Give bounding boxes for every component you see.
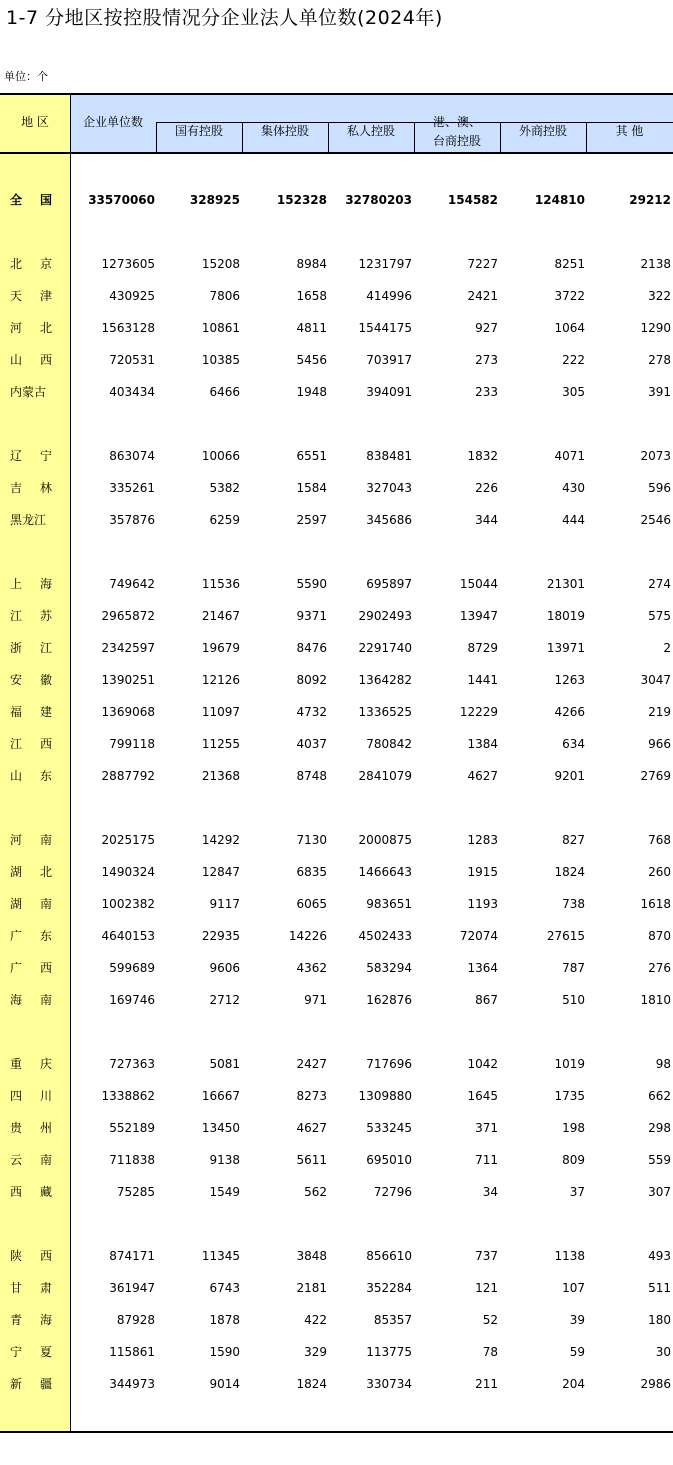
table-cell: 9117 [209, 897, 240, 911]
table-cell: 2712 [209, 993, 240, 1007]
table-cell: 1824 [296, 1377, 327, 1391]
table-cell: 583294 [366, 961, 412, 975]
table-cell: 596 [648, 481, 671, 495]
table-cell: 738 [562, 897, 585, 911]
table-cell: 27615 [546, 929, 585, 943]
region-name: 四 川 [10, 1089, 52, 1103]
table-cell: 2986 [640, 1377, 671, 1391]
table-cell: 52 [482, 1313, 498, 1327]
table-cell: 9371 [296, 609, 327, 623]
unit-label: 单位：个 [4, 70, 48, 83]
table-cell: 9138 [209, 1153, 240, 1167]
region-name: 贵 州 [10, 1121, 52, 1135]
table-cell: 6065 [296, 897, 327, 911]
table-cell: 737 [475, 1249, 498, 1263]
table-cell: 1364 [467, 961, 498, 975]
table-cell: 1002382 [101, 897, 155, 911]
table-cell: 352284 [366, 1281, 412, 1295]
table-cell: 799118 [109, 737, 155, 751]
table-cell: 327043 [366, 481, 412, 495]
region-name: 海 南 [10, 993, 52, 1007]
table-cell: 2138 [640, 257, 671, 271]
table-cell: 1590 [209, 1345, 240, 1359]
table-cell: 1563128 [101, 321, 155, 335]
table-cell: 18019 [546, 609, 585, 623]
table-cell: 12847 [201, 865, 240, 879]
table-cell: 8476 [296, 641, 327, 655]
table-cell: 2427 [296, 1057, 327, 1071]
table-cell: 9014 [209, 1377, 240, 1391]
table-cell: 37 [569, 1185, 585, 1199]
table-cell: 1019 [554, 1057, 585, 1071]
table-cell: 8748 [296, 769, 327, 783]
table-cell: 403434 [109, 385, 155, 399]
table-cell: 152328 [276, 193, 327, 207]
table-cell: 371 [475, 1121, 498, 1135]
table-cell: 115861 [109, 1345, 155, 1359]
table-cell: 1064 [554, 321, 585, 335]
table-cell: 634 [562, 737, 585, 751]
table-cell: 322 [648, 289, 671, 303]
table-cell: 780842 [366, 737, 412, 751]
region-name: 天 津 [10, 289, 52, 303]
region-name: 湖 南 [10, 897, 52, 911]
table-cell: 162876 [366, 993, 412, 1007]
table-cell: 493 [648, 1249, 671, 1263]
table-cell: 307 [648, 1185, 671, 1199]
table-cell: 72796 [373, 1185, 412, 1199]
header-foreign: 外商控股 [518, 124, 567, 138]
table-cell: 98 [655, 1057, 671, 1071]
table-cell: 1735 [554, 1089, 585, 1103]
table-cell: 1231797 [358, 257, 412, 271]
header-bottom-rule [0, 152, 673, 154]
table-cell: 13450 [201, 1121, 240, 1135]
table-cell: 278 [648, 353, 671, 367]
table-cell: 7806 [209, 289, 240, 303]
table-cell: 2 [663, 641, 671, 655]
table-cell: 14292 [201, 833, 240, 847]
table-cell: 21368 [201, 769, 240, 783]
table-cell: 233 [475, 385, 498, 399]
region-name: 青 海 [10, 1313, 52, 1327]
table-cell: 16667 [201, 1089, 240, 1103]
table-cell: 1658 [296, 289, 327, 303]
table-cell: 391 [648, 385, 671, 399]
region-name: 陕 西 [10, 1249, 52, 1263]
table-cell: 562 [304, 1185, 327, 1199]
region-name: 内 蒙 古 [10, 385, 47, 399]
table-cell: 21467 [201, 609, 240, 623]
region-name: 北 京 [10, 257, 52, 271]
table-cell: 78 [482, 1345, 498, 1359]
table-cell: 75285 [116, 1185, 155, 1199]
table-cell: 827 [562, 833, 585, 847]
table-top-rule [0, 93, 673, 95]
table-cell: 260 [648, 865, 671, 879]
table-cell: 1618 [640, 897, 671, 911]
table-cell: 4811 [296, 321, 327, 335]
table-cell: 7227 [467, 257, 498, 271]
table-cell: 2769 [640, 769, 671, 783]
header-total: 企业单位数 [82, 115, 143, 129]
table-cell: 6835 [296, 865, 327, 879]
region-name: 辽 宁 [10, 449, 52, 463]
table-cell: 1290 [640, 321, 671, 335]
table-cell: 329 [304, 1345, 327, 1359]
table-cell: 1490324 [101, 865, 155, 879]
table-cell: 15044 [459, 577, 498, 591]
table-cell: 32780203 [345, 193, 412, 207]
table-cell: 1042 [467, 1057, 498, 1071]
table-cell: 13971 [546, 641, 585, 655]
table-cell: 2421 [467, 289, 498, 303]
region-name: 吉 林 [10, 481, 52, 495]
region-name: 宁 夏 [10, 1345, 52, 1359]
table-cell: 10385 [201, 353, 240, 367]
table-cell: 2965872 [101, 609, 155, 623]
table-cell: 5382 [209, 481, 240, 495]
table-cell: 330734 [366, 1377, 412, 1391]
table-cell: 1369068 [101, 705, 155, 719]
table-cell: 711838 [109, 1153, 155, 1167]
table-cell: 180 [648, 1313, 671, 1327]
table-cell: 3848 [296, 1249, 327, 1263]
table-cell: 361947 [109, 1281, 155, 1295]
table-cell: 6743 [209, 1281, 240, 1295]
table-cell: 1824 [554, 865, 585, 879]
table-cell: 867 [475, 993, 498, 1007]
table-cell: 4362 [296, 961, 327, 975]
header-region: 地 区 [21, 115, 49, 129]
table-cell: 8092 [296, 673, 327, 687]
table-cell: 204 [562, 1377, 585, 1391]
table-cell: 2181 [296, 1281, 327, 1295]
table-cell: 870 [648, 929, 671, 943]
table-cell: 4071 [554, 449, 585, 463]
table-cell: 9606 [209, 961, 240, 975]
table-cell: 8729 [467, 641, 498, 655]
table-cell: 15208 [201, 257, 240, 271]
table-cell: 59 [569, 1345, 585, 1359]
table-cell: 422 [304, 1313, 327, 1327]
region-name: 黑 龙 江 [10, 513, 47, 527]
region-name: 广 东 [10, 929, 52, 943]
header-hkmt-line1: 港、澳、 [432, 115, 481, 129]
table-cell: 695897 [366, 577, 412, 591]
table-cell: 444 [562, 513, 585, 527]
table-cell: 4627 [467, 769, 498, 783]
table-cell: 5081 [209, 1057, 240, 1071]
table-cell: 10066 [201, 449, 240, 463]
table-cell: 121 [475, 1281, 498, 1295]
table-cell: 4627 [296, 1121, 327, 1135]
region-name: 广 西 [10, 961, 52, 975]
region-name: 江 苏 [10, 609, 52, 623]
table-cell: 927 [475, 321, 498, 335]
table-cell: 3047 [640, 673, 671, 687]
table-cell: 344 [475, 513, 498, 527]
header-other: 其 他 [615, 124, 644, 138]
table-cell: 874171 [109, 1249, 155, 1263]
table-cell: 5611 [296, 1153, 327, 1167]
table-cell: 2841079 [358, 769, 412, 783]
header-private: 私人控股 [346, 124, 395, 138]
region-name: 浙 江 [10, 641, 52, 655]
table-cell: 198 [562, 1121, 585, 1135]
table-cell: 6551 [296, 449, 327, 463]
table-cell: 226 [475, 481, 498, 495]
table-cell: 19679 [201, 641, 240, 655]
table-cell: 85357 [373, 1313, 412, 1327]
table-cell: 12126 [201, 673, 240, 687]
table-cell: 39 [569, 1313, 585, 1327]
table-cell: 1283 [467, 833, 498, 847]
table-cell: 1645 [467, 1089, 498, 1103]
table-cell: 971 [304, 993, 327, 1007]
table-cell: 11536 [201, 577, 240, 591]
table-cell: 22935 [201, 929, 240, 943]
table-cell: 559 [648, 1153, 671, 1167]
table-cell: 328925 [189, 193, 240, 207]
data-table [0, 93, 673, 1432]
table-cell: 552189 [109, 1121, 155, 1135]
table-cell: 87928 [116, 1313, 155, 1327]
table-cell: 430925 [109, 289, 155, 303]
table-cell: 1390251 [101, 673, 155, 687]
table-cell: 169746 [109, 993, 155, 1007]
table-cell: 787 [562, 961, 585, 975]
table-cell: 11097 [201, 705, 240, 719]
table-cell: 2546 [640, 513, 671, 527]
table-cell: 2073 [640, 449, 671, 463]
table-cell: 1263 [554, 673, 585, 687]
region-name: 江 西 [10, 737, 52, 751]
table-cell: 11255 [201, 737, 240, 751]
table-cell: 357876 [109, 513, 155, 527]
table-cell: 11345 [201, 1249, 240, 1263]
table-cell: 1273605 [101, 257, 155, 271]
table-cell: 5456 [296, 353, 327, 367]
table-cell: 727363 [109, 1057, 155, 1071]
table-cell: 711 [475, 1153, 498, 1167]
table-bottom-rule [0, 1431, 673, 1433]
table-cell: 856610 [366, 1249, 412, 1263]
table-cell: 298 [648, 1121, 671, 1135]
header-hkmt-line2: 台商控股 [432, 134, 481, 148]
table-cell: 1584 [296, 481, 327, 495]
table-cell: 703917 [366, 353, 412, 367]
table-cell: 124810 [534, 193, 585, 207]
table-cell: 2887792 [101, 769, 155, 783]
table-cell: 21301 [546, 577, 585, 591]
table-cell: 4732 [296, 705, 327, 719]
region-name: 云 南 [10, 1153, 52, 1167]
table-cell: 305 [562, 385, 585, 399]
region-name: 湖 北 [10, 865, 52, 879]
table-cell: 1336525 [358, 705, 412, 719]
header-collective: 集体控股 [260, 124, 309, 138]
region-name: 重 庆 [10, 1057, 52, 1071]
region-name: 上 海 [10, 577, 52, 591]
table-cell: 344973 [109, 1377, 155, 1391]
table-cell: 6259 [209, 513, 240, 527]
table-cell: 219 [648, 705, 671, 719]
table-cell: 1193 [467, 897, 498, 911]
table-cell: 7130 [296, 833, 327, 847]
region-name: 河 南 [10, 833, 52, 847]
table-cell: 30 [655, 1345, 671, 1359]
region-divider [70, 93, 71, 1432]
table-cell: 2342597 [101, 641, 155, 655]
region-name: 河 北 [10, 321, 52, 335]
table-cell: 211 [475, 1377, 498, 1391]
table-cell: 276 [648, 961, 671, 975]
table-cell: 8984 [296, 257, 327, 271]
table-cell: 335261 [109, 481, 155, 495]
region-name: 山 西 [10, 353, 52, 367]
table-cell: 1948 [296, 385, 327, 399]
table-cell: 1441 [467, 673, 498, 687]
table-cell: 599689 [109, 961, 155, 975]
table-cell: 29212 [629, 193, 671, 207]
table-cell: 575 [648, 609, 671, 623]
header-state: 国有控股 [174, 124, 223, 138]
table-cell: 34 [482, 1185, 498, 1199]
region-name: 山 东 [10, 769, 52, 783]
table-cell: 273 [475, 353, 498, 367]
table-cell: 33570060 [88, 193, 155, 207]
table-cell: 1832 [467, 449, 498, 463]
region-name: 西 藏 [10, 1185, 52, 1199]
table-cell: 72074 [459, 929, 498, 943]
table-cell: 113775 [366, 1345, 412, 1359]
table-cell: 2025175 [101, 833, 155, 847]
table-cell: 414996 [366, 289, 412, 303]
table-cell: 662 [648, 1089, 671, 1103]
table-cell: 695010 [366, 1153, 412, 1167]
table-cell: 511 [648, 1281, 671, 1295]
table-cell: 8273 [296, 1089, 327, 1103]
table-cell: 1544175 [358, 321, 412, 335]
table-cell: 1338862 [101, 1089, 155, 1103]
table-cell: 2000875 [358, 833, 412, 847]
table-cell: 10861 [201, 321, 240, 335]
table-cell: 1915 [467, 865, 498, 879]
table-cell: 1549 [209, 1185, 240, 1199]
table-cell: 6466 [209, 385, 240, 399]
table-cell: 345686 [366, 513, 412, 527]
table-cell: 838481 [366, 449, 412, 463]
table-cell: 394091 [366, 385, 412, 399]
table-cell: 1384 [467, 737, 498, 751]
table-cell: 4502433 [358, 929, 412, 943]
table-cell: 749642 [109, 577, 155, 591]
header-background [70, 93, 673, 153]
table-cell: 768 [648, 833, 671, 847]
region-name: 全 国 [10, 193, 52, 207]
table-cell: 2597 [296, 513, 327, 527]
table-cell: 1466643 [358, 865, 412, 879]
table-cell: 2902493 [358, 609, 412, 623]
table-cell: 720531 [109, 353, 155, 367]
table-cell: 8251 [554, 257, 585, 271]
table-cell: 717696 [366, 1057, 412, 1071]
table-cell: 222 [562, 353, 585, 367]
table-cell: 863074 [109, 449, 155, 463]
table-cell: 154582 [447, 193, 498, 207]
table-cell: 1878 [209, 1313, 240, 1327]
table-cell: 12229 [459, 705, 498, 719]
table-cell: 1364282 [358, 673, 412, 687]
table-cell: 983651 [366, 897, 412, 911]
page-title: 1-7 分地区按控股情况分企业法人单位数(2024年) [6, 7, 443, 29]
table-cell: 809 [562, 1153, 585, 1167]
table-cell: 4640153 [101, 929, 155, 943]
table-cell: 2291740 [358, 641, 412, 655]
table-cell: 9201 [554, 769, 585, 783]
table-cell: 14226 [288, 929, 327, 943]
table-cell: 533245 [366, 1121, 412, 1135]
table-cell: 1309880 [358, 1089, 412, 1103]
table-cell: 13947 [459, 609, 498, 623]
region-name: 福 建 [10, 705, 52, 719]
table-cell: 966 [648, 737, 671, 751]
table-cell: 4266 [554, 705, 585, 719]
region-name: 甘 肃 [10, 1281, 52, 1295]
table-cell: 1138 [554, 1249, 585, 1263]
table-cell: 5590 [296, 577, 327, 591]
table-cell: 4037 [296, 737, 327, 751]
table-cell: 430 [562, 481, 585, 495]
table-cell: 510 [562, 993, 585, 1007]
region-name: 安 徽 [10, 673, 52, 687]
region-name: 新 疆 [10, 1377, 52, 1391]
table-cell: 274 [648, 577, 671, 591]
table-cell: 3722 [554, 289, 585, 303]
table-cell: 107 [562, 1281, 585, 1295]
table-cell: 1810 [640, 993, 671, 1007]
